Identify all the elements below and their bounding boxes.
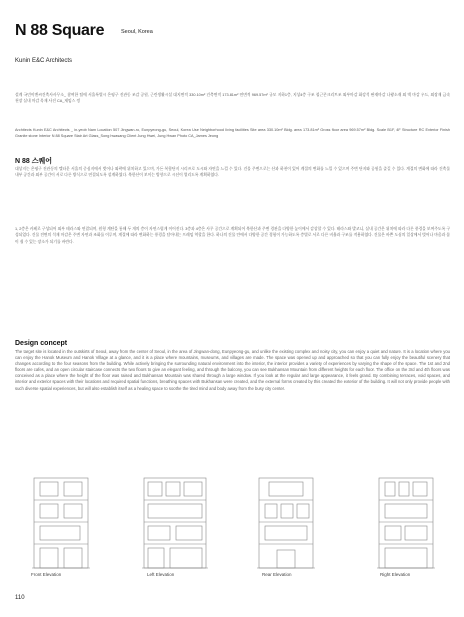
- english-paragraph: The target site is located in the outskirts of Seoul, away from the center of Seoul, in the area of Jingwan-dong, Eunpyeong-gu, and unlike the existing complex and noisy city, you can enjoy a quiet and nature. It is a location where you can enjoy the Hanok Museum and Hanok Village at a glance, and it is a place where mountains, museums, and villages are made. The space was opened up and approached so that you can fully enjoy the beautiful scenery that changes according to the four seasons from the building. While actively bringing the surrounding natural environment into the interior, the interior provides a variety of experiences by varying the shape of the space. The 1st and 2nd floors are cafes, and an open circular staircase connects the two floors to give an elegant feeling, and through the balcony, you can see Bukhansan Mountain from different heights for each floor. The office on the 3rd and 4th floors was conceived as a place where the height of the floor was raised and Bukhansan Mountain was shared through a large window. If you look at the regular and large appearance, it feels grand. By combining terraces, void spaces, and interior and exterior spaces with their locations and required spatial functions, breathing spaces with Bukhansan were created, and the external forms created by this created the exterior of the building. It will not only provide people with such diverse spatial experiences, but will also establish itself as a healing space to soothe the tired mind and body away from the busy city center.: [15, 349, 450, 391]
- architect-firm: Kunin E&C Architects: [15, 58, 73, 64]
- korean-paragraph-2: 1, 2층은 카페로 구성되어 외부 테라스와 연결되며, 원형 계단을 통해 두 개의 층이 자연스럽게 이어진다. 3층과 4층은 사무 공간으로 계획되어 북한산과 주변 경관을 다양한 높이에서 감상할 수 있다. 테라스와 발코니, 실내 공간은 위치에 따라 다른 풍경을 보여주도록 구성되었다. 건물 전면의 석재 마감은 주변 자연과 조화를 이루며, 계절에 따라 변화하는 풍경을 담아내는 프레임 역할을 한다. 하나의 건물 안에서 다양한 공간 경험이 가능하도록 층별로 서로 다른 비율과 구조를 적용하였다. 건물은 바쁜 도심의 일상에서 벗어나 마음과 몸이 쉴 수 있는 장소가 되기를 바란다.: [15, 227, 450, 244]
- english-section-title: Design concept: [15, 340, 68, 347]
- right-elevation-label: Right Elevation: [380, 572, 411, 577]
- page-number: 110: [15, 595, 25, 601]
- front-elevation-label: Front Elevation: [31, 572, 62, 577]
- left-elevation-drawing: [140, 470, 210, 570]
- project-credits: Architects Kunin E&C Architects _ in-yeob Nam Location 507 Jingwan-ro, Eunpyeong-gu, Seoul, Korea Use Neighborhood living facilities Site area 330.10m² Bldg. area 173.81m² Gross floor area 969.57m² Bldg. Scale B1F, 4F Structure RC Exterior Finish Granite stone Interior N 88 Square Stair Art Glass_Song hwasang Client Jung Hwei, Jung Hwan Photo CA_James Jeong: [15, 128, 450, 139]
- left-elevation-label: Left Elevation: [147, 572, 175, 577]
- korean-paragraph-1: 대상지는 은평구 진관동의 엘타운 서울의 중심지에서 벗어나 외곽에 위치하고 있으며, 가든 복합단지 시리즈로 도시와 자연을 느낄 수 있다. 건물 주변으로는 산과 하천이 있어 계절의 변화를 느낄 수 있으며 주변 단지와 공원을 즐길 수 있다. 계절의 변화에 따라 건축물 내부 공간과 외부 공간이 서로 다른 방식으로 연결되도록 설계하였다. 북한산이 보이는 방향으로 시선이 열리도록 계획하였다.: [15, 167, 450, 178]
- page-title: N 88 Square: [15, 22, 105, 39]
- right-elevation-drawing: [375, 470, 437, 570]
- korean-project-info: 설계 국민이앤씨건축사사무소_ 참여한 팀에 서울특별시 은평구 진관동 조감 공원, 근린생활시설 대지면적 330.10m² 건축면적 173.81m² 연면적 969.57m² 규모 지하1층, 지상4층 구조 철근콘크리트조 외부마감 화강석 판재마감 나왕소재 외 벽 마감 우드, 외장재 금속 천장 실내 마감 목재 사진 CA_제임스 정: [15, 93, 450, 104]
- front-elevation-drawing: [30, 470, 92, 570]
- korean-section-title: N 88 스퀘어: [15, 158, 53, 165]
- rear-elevation-label: Rear Elevation: [262, 572, 292, 577]
- project-location: Seoul, Korea: [121, 29, 153, 35]
- rear-elevation-drawing: [255, 470, 317, 570]
